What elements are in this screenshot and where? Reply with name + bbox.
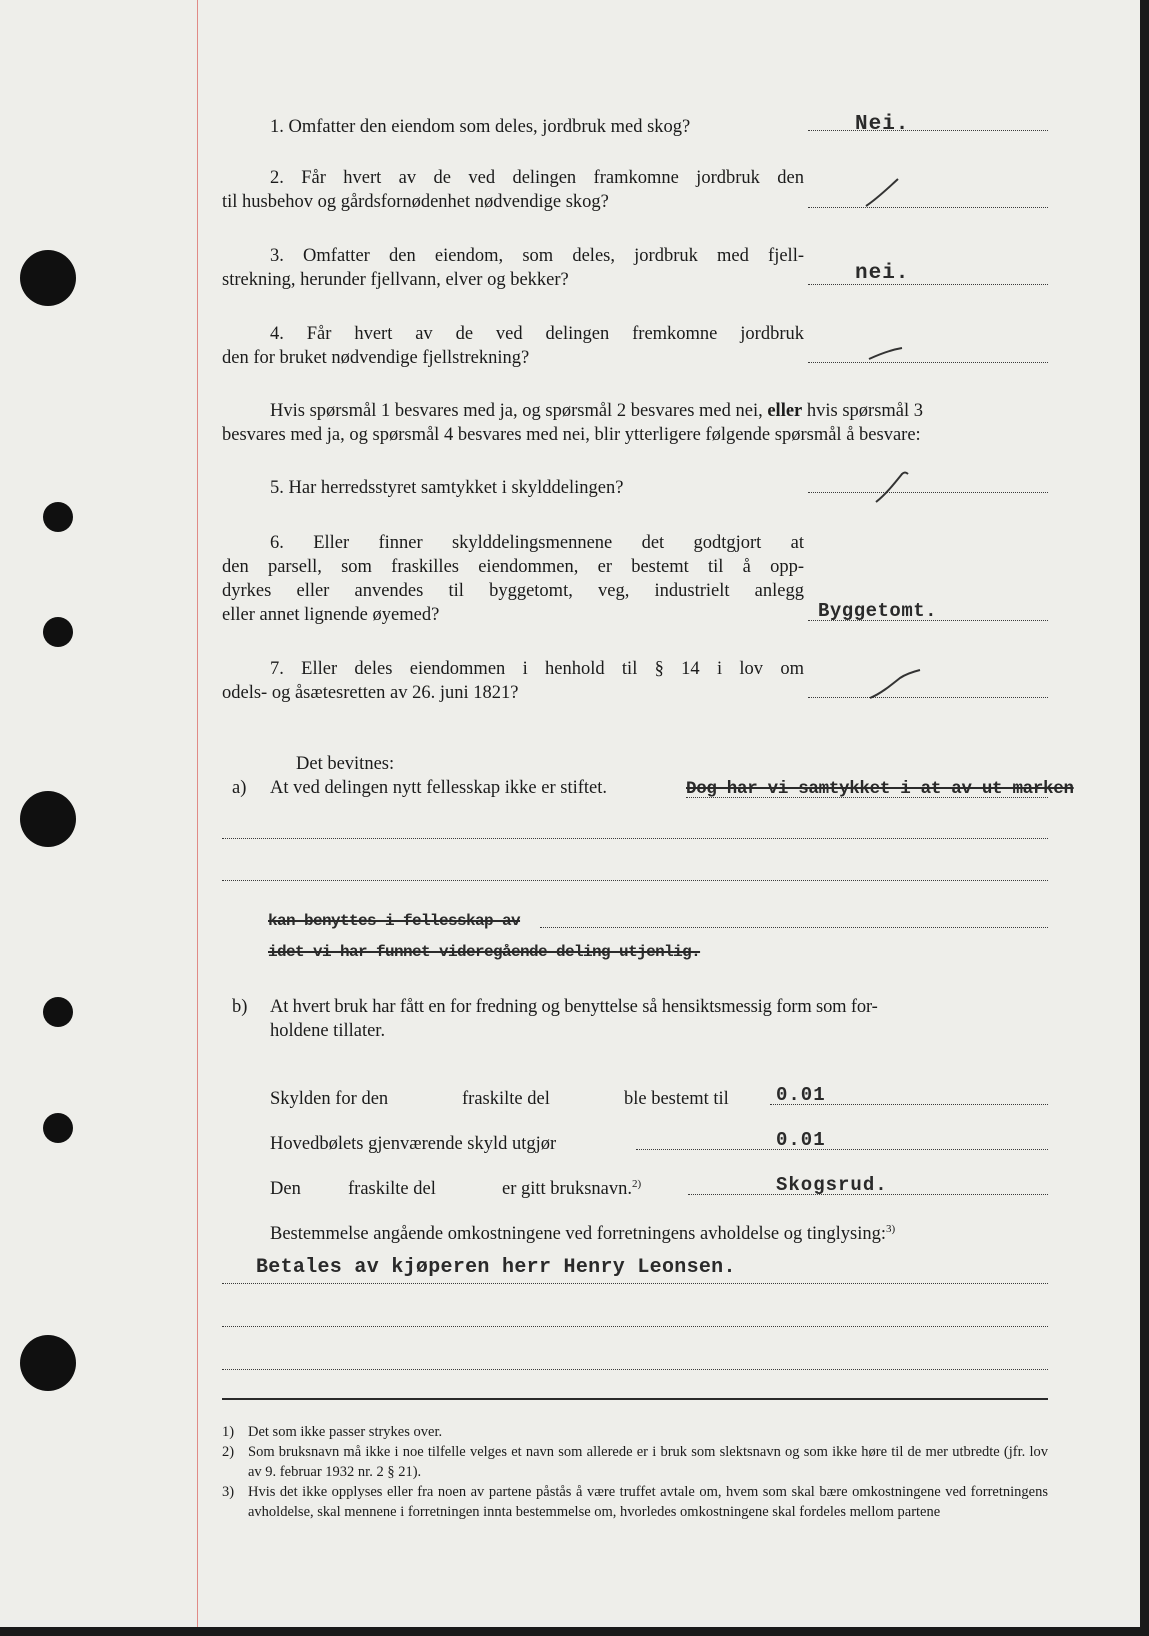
bevitnes-heading: Det bevitnes: <box>296 754 395 774</box>
punch-hole <box>43 1113 73 1143</box>
skyld-line-3-c-text: er gitt bruksnavn. <box>502 1179 632 1199</box>
question-4 <box>222 322 804 370</box>
answer-line-7 <box>808 697 1048 698</box>
question-3-line-1: 3. Omfatter den eiendom, som deles, jordbruk med fjell- <box>270 246 804 266</box>
margin-line <box>197 0 198 1627</box>
skyld-line-2: Hovedbølets gjenværende skyld utgjør <box>270 1134 557 1154</box>
answer-line-5 <box>808 492 1048 493</box>
footnote-3-mark: 3) <box>222 1484 235 1500</box>
skyld-value-3: Skogsrud. <box>776 1174 888 1196</box>
question-3-line-2: strekning, herunder fjellvann, elver og bekker? <box>222 270 569 290</box>
bestemmelse-line-3 <box>222 1369 1048 1370</box>
question-7-line-1: 7. Eller deles eiendommen i henhold til § 14 i lov om <box>270 659 804 679</box>
check-mark-4 <box>866 344 906 364</box>
question-5: 5. Har herredsstyret samtykket i skylddelingen? <box>270 478 624 498</box>
question-7-line-2: odels- og åsætesretten av 26. juni 1821? <box>222 683 519 703</box>
footnote-2-mark: 2) <box>222 1444 235 1460</box>
answer-1: Nei. <box>855 113 910 136</box>
punch-hole <box>20 791 76 847</box>
punch-hole <box>43 617 73 647</box>
punch-hole <box>20 250 76 306</box>
footnote-rule <box>222 1398 1048 1400</box>
question-6-line-1: 6. Eller finner skylddelingsmennene det godtgjort at <box>270 533 804 553</box>
answer-6: Byggetomt. <box>818 600 938 622</box>
bestemmelse-line-2 <box>222 1326 1048 1327</box>
footnote-1-mark: 1) <box>222 1424 235 1440</box>
skyld-value-2: 0.01 <box>776 1129 826 1151</box>
punch-hole <box>20 1335 76 1391</box>
answer-line-2 <box>808 207 1048 208</box>
skyld-line-1-a: Skylden for den <box>270 1089 389 1109</box>
skyld-line-3-a: Den <box>270 1179 301 1199</box>
punch-hole <box>43 502 73 532</box>
footnote-ref-2: 2) <box>632 1177 642 1190</box>
answer-line-3 <box>808 284 1048 285</box>
condition-text-a: Hvis spørsmål 1 besvares med ja, og spørsmål 2 besvares med nei, <box>270 401 763 421</box>
condition-paragraph <box>222 399 1048 447</box>
footnote-3: Hvis det ikke opplyses eller fra noen av partene påstås å være truffet avtale om, hvem som skal bære omkostningene ved forretningens avholdelse, skal mennene i forretningen innta bestemmelse om, hvorledes omkostningene skal fordeles mellom partene <box>248 1484 1048 1520</box>
skyld-line-1-b: fraskilte del <box>462 1089 550 1109</box>
blank-line-3 <box>540 927 1048 928</box>
question-6-line-4: eller annet lignende øyemed? <box>222 605 440 625</box>
question-6-line-3: dyrkes eller anvendes til byggetomt, veg, industrielt anlegg <box>222 581 804 601</box>
skyld-line-1-c: ble bestemt til <box>624 1089 729 1109</box>
bevitnes-b-line-2: holdene tillater. <box>270 1021 386 1041</box>
blank-line-1 <box>222 838 1048 839</box>
answer-line-1 <box>808 130 1048 131</box>
bestemmelse-label <box>270 1222 895 1246</box>
condition-line-2: besvares med ja, og spørsmål 4 besvares med nei, blir ytterligere følgende spørsmål å besvare: <box>222 425 921 445</box>
punch-hole <box>43 997 73 1027</box>
question-2-line-2: til husbehov og gårdsfornødenhet nødvendige skog? <box>222 192 609 212</box>
condition-text-b: hvis spørsmål 3 <box>806 401 924 421</box>
footnote-2: Som bruksnavn må ikke i noe tilfelle velges et navn som allerede er i bruk som slektsnavn og som ikke høre til de mer utbredte (jfr. lov av 9. februar 1932 nr. 2 § 21). <box>248 1444 1048 1480</box>
question-1: 1. Omfatter den eiendom som deles, jordbruk med skog? <box>270 117 691 137</box>
skyld-value-1: 0.01 <box>776 1084 826 1106</box>
question-2-line-1: 2. Får hvert av de ved delingen framkomne jordbruk den <box>270 168 804 188</box>
struck-text-2: kan benyttes i fellesskap av <box>268 912 521 930</box>
skyld-line-3-b: fraskilte del <box>348 1179 436 1199</box>
bevitnes-a-label: a) <box>232 778 247 798</box>
answer-3: nei. <box>855 262 910 285</box>
condition-eller: eller <box>767 401 803 421</box>
question-6-line-2: den parsell, som fraskilles eiendommen, er bestemt til å opp- <box>222 557 804 577</box>
blank-line-2 <box>222 880 1048 881</box>
bestemmelse-text: Bestemmelse angående omkostningene ved forretningens avholdelse og tinglysing: <box>270 1224 887 1244</box>
skyld-line-2-dots <box>636 1149 1048 1150</box>
check-mark-5 <box>870 466 920 506</box>
condition-line-1 <box>222 399 1048 423</box>
footnote-1: Det som ikke passer strykes over. <box>248 1424 443 1440</box>
bestemmelse-line-1 <box>222 1283 1048 1284</box>
bevitnes-b-label: b) <box>232 997 248 1017</box>
question-4-line-1: 4. Får hvert av de ved delingen fremkomne jordbruk <box>270 324 804 344</box>
bevitnes-a-text: At ved delingen nytt fellesskap ikke er stiftet. <box>270 778 608 798</box>
struck-text-a: Dog har vi samtykket i at av ut marken <box>686 779 1074 799</box>
footnote-ref-3: 3) <box>886 1222 896 1235</box>
skyld-line-3-c <box>502 1177 641 1201</box>
bevitnes-b-line-1: At hvert bruk har fått en for fredning og benyttelse så hensiktsmessig form som for- <box>270 997 878 1017</box>
question-7 <box>222 657 804 705</box>
question-3 <box>222 244 804 292</box>
bestemmelse-value: Betales av kjøperen herr Henry Leonsen. <box>256 1256 736 1279</box>
answer-line-4 <box>808 362 1048 363</box>
check-mark-7 <box>866 668 926 702</box>
line-a-continuation <box>686 797 1048 798</box>
question-6 <box>222 531 804 627</box>
check-mark-2 <box>862 176 902 210</box>
question-2 <box>222 166 804 214</box>
struck-text-3: idet vi har funnet videregående deling utjenlig. <box>268 943 701 961</box>
question-4-line-2: den for bruket nødvendige fjellstrekning? <box>222 348 530 368</box>
